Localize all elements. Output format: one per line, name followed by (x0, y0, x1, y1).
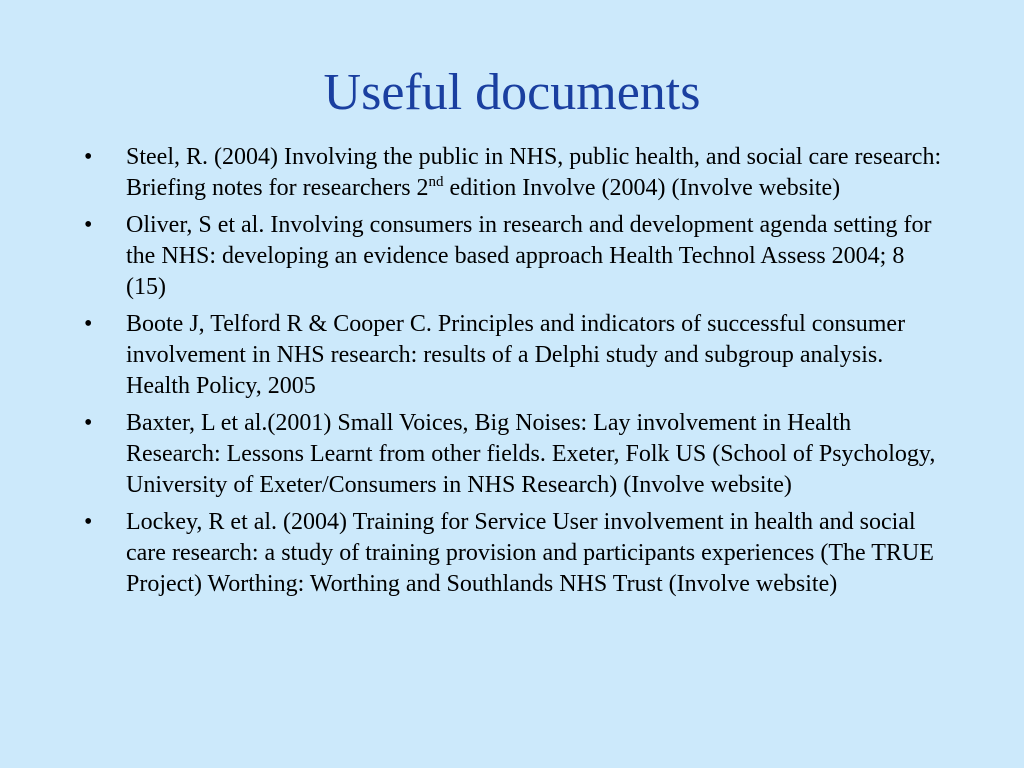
bullet-icon: • (84, 509, 93, 535)
reference-text: Baxter, L et al.(2001) Small Voices, Big Noises: Lay involvement in Health Research: Lessons Learnt from other fields. Exeter, Folk US (School of Psychology, University of Exeter/Consumers in NHS Research) (Involve website) (126, 410, 936, 498)
document-list (84, 142, 944, 606)
list-item (84, 408, 944, 501)
ordinal-superscript: nd (428, 174, 444, 190)
reference-text: Boote J, Telford R & Cooper C. Principles and indicators of successful consumer involvement in NHS research: results of a Delphi study and subgroup analysis. Health Policy, 2005 (126, 311, 906, 399)
list-item (84, 142, 944, 204)
reference-text-part: Steel, R. (2004) Involving the public in NHS, public health, and social care research: Briefing notes for researchers 2 (126, 144, 942, 201)
bullet-icon: • (84, 144, 93, 170)
list-item (84, 210, 944, 303)
list-item (84, 507, 944, 600)
bullet-icon: • (84, 212, 93, 238)
bullet-icon: • (84, 311, 93, 337)
slide-title: Useful documents (323, 64, 701, 121)
reference-text: Oliver, S et al. Involving consumers in research and development agenda setting for the NHS: developing an evidence based approach Health Technol Assess 2004; 8 (15) (126, 212, 932, 300)
reference-text (126, 144, 941, 201)
reference-text: Lockey, R et al. (2004) Training for Service User involvement in health and social care research: a study of training provision and participants experiences (The TRUE Project) Worthing: Worthing and Southlands NHS Trust (Involve website) (126, 509, 934, 597)
bullet-icon: • (84, 410, 93, 436)
list-item (84, 309, 944, 402)
reference-text-part: edition Involve (2004) (Involve website) (443, 175, 841, 201)
